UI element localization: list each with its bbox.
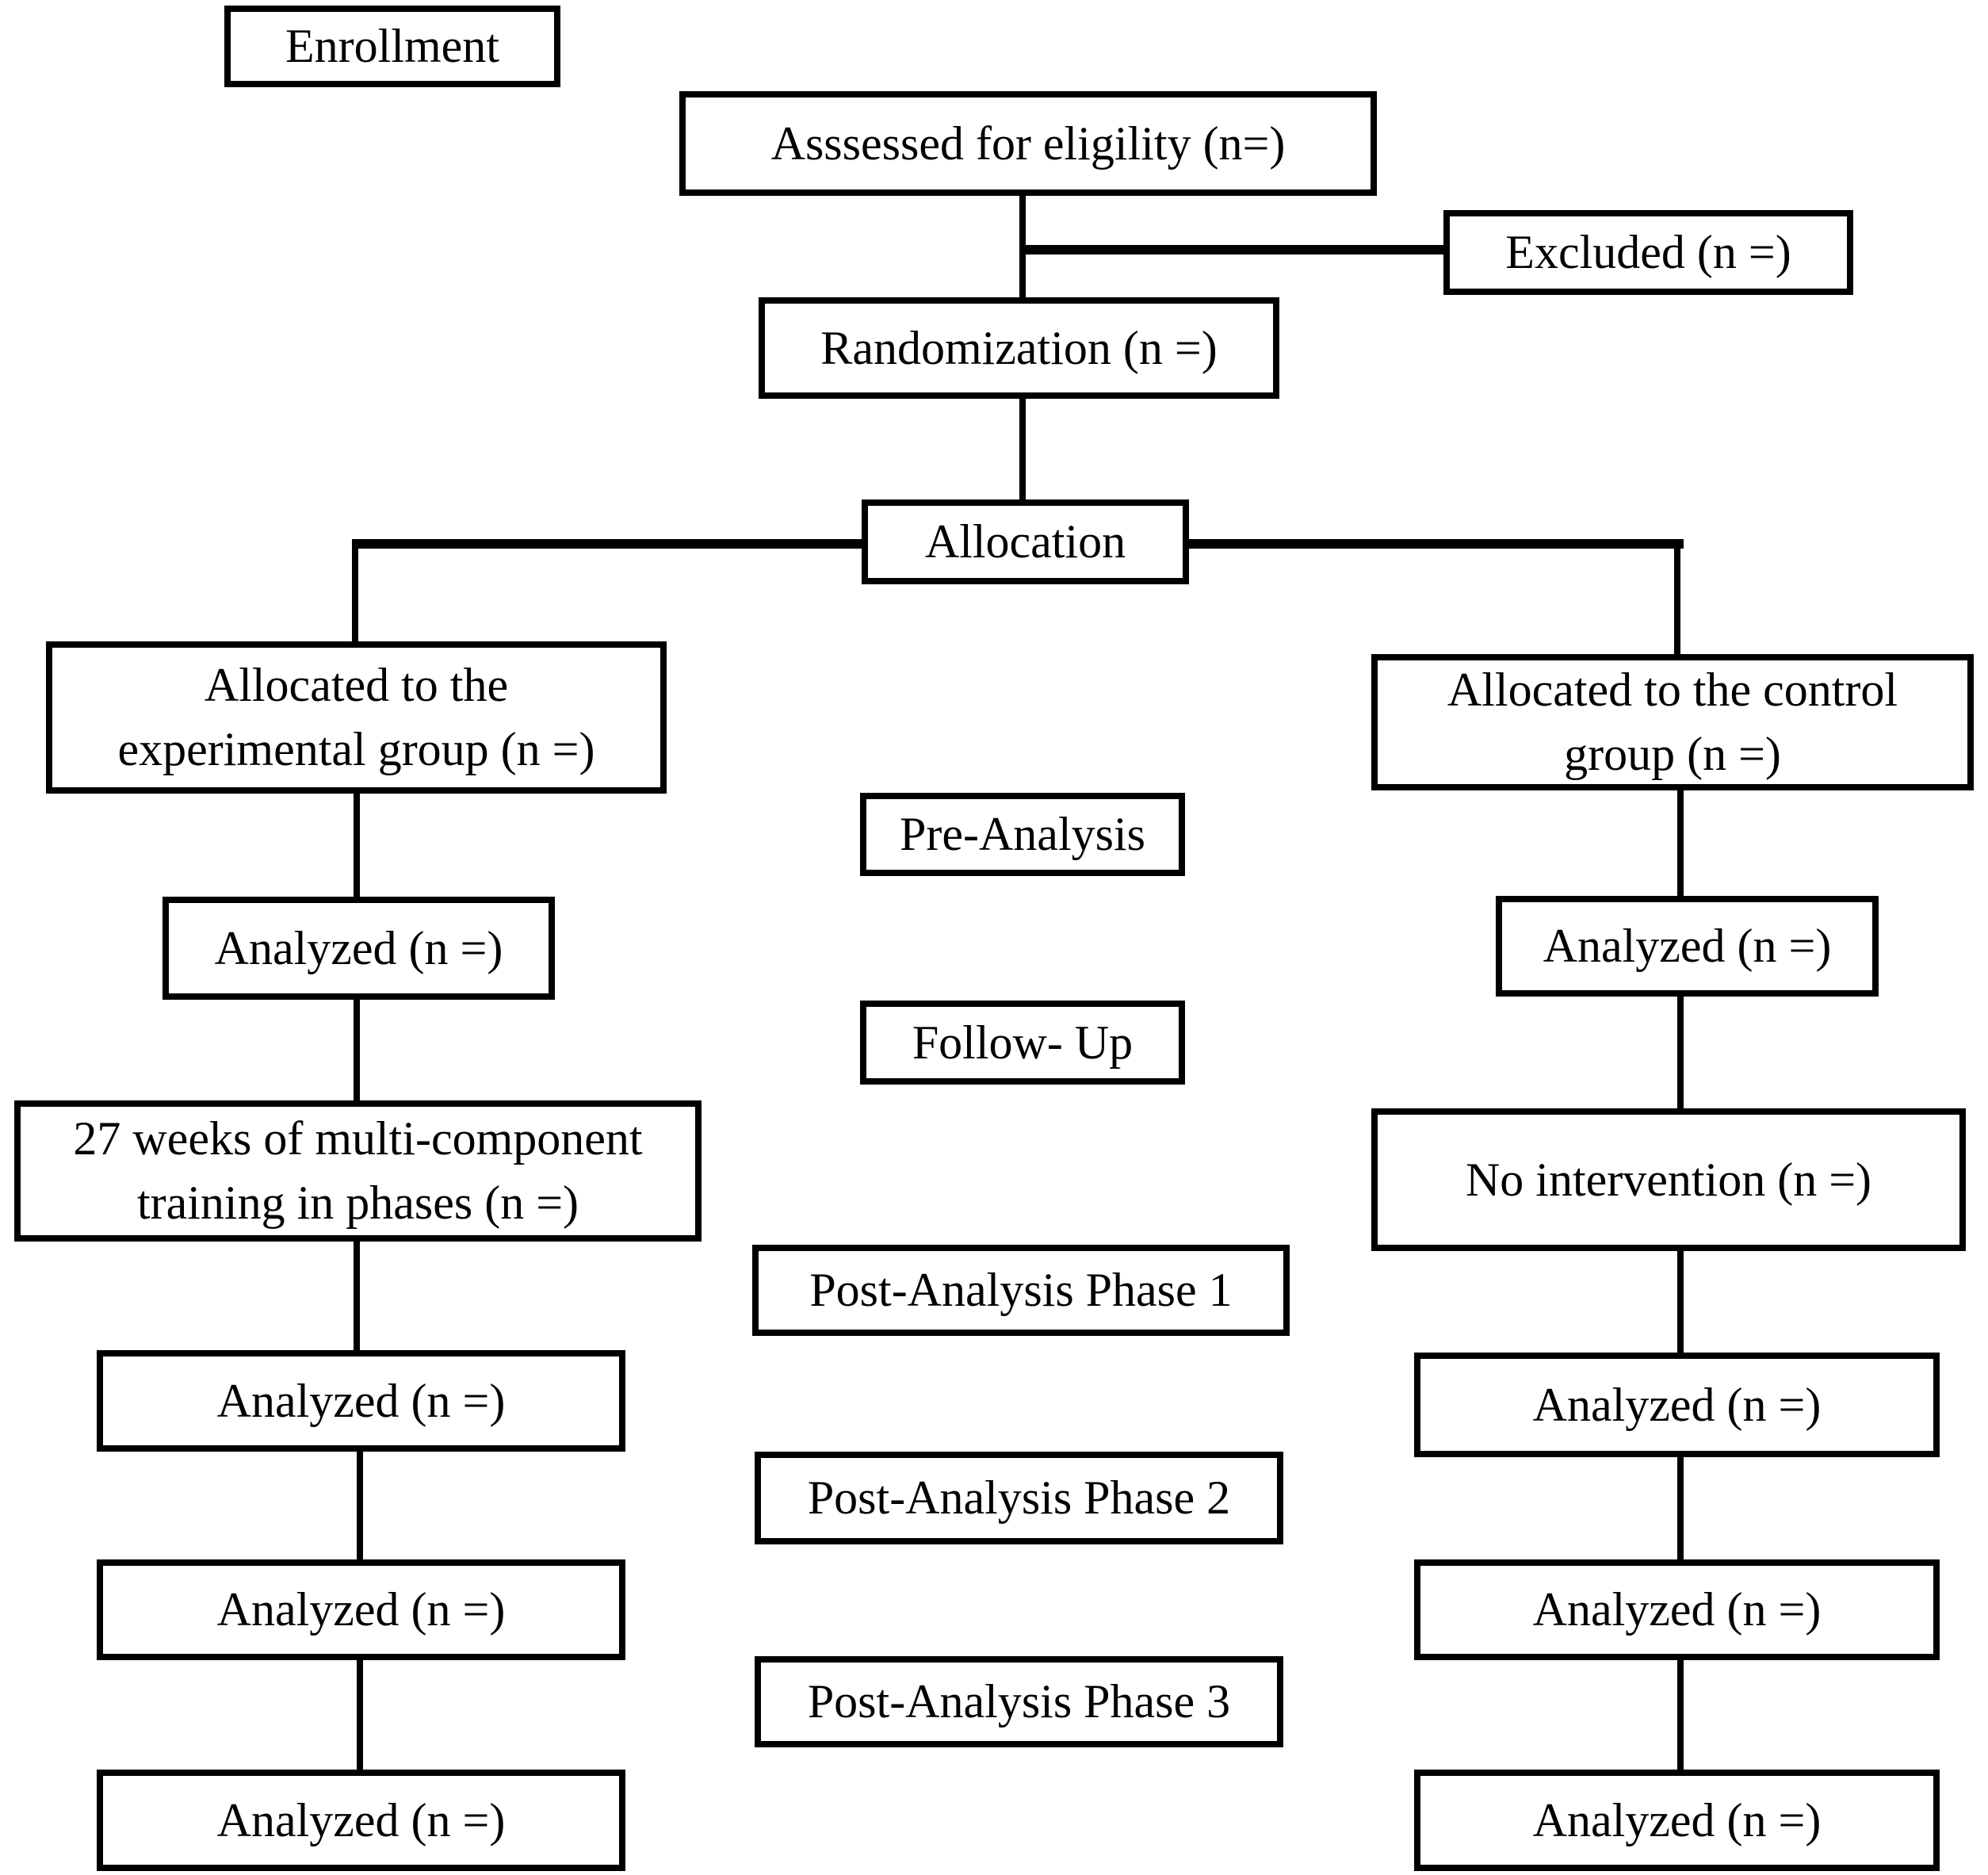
box-analyzed-experimental-2-label: Analyzed (n =) — [216, 1374, 506, 1427]
connector-randomization-allocation — [1019, 399, 1026, 499]
box-post-analysis-phase-2 — [755, 1452, 1283, 1544]
box-allocation-label: Allocation — [924, 515, 1126, 568]
box-analyzed-experimental-4 — [97, 1770, 625, 1871]
connector-left-5 — [357, 1660, 363, 1770]
connector-left-drop — [352, 539, 358, 641]
box-post-analysis-phase-3 — [755, 1656, 1283, 1747]
box-post-analysis-phase-1-label: Post-Analysis Phase 1 — [809, 1264, 1233, 1316]
box-pre-analysis-label: Pre-Analysis — [900, 808, 1145, 860]
connector-right-drop — [1674, 539, 1680, 654]
box-assessed-label: Asssessed for eligility (n=) — [770, 117, 1286, 170]
connector-left-3 — [354, 1242, 360, 1350]
box-analyzed-experimental-3-label: Analyzed (n =) — [216, 1583, 506, 1636]
box-post-analysis-phase-3-label: Post-Analysis Phase 3 — [807, 1675, 1231, 1728]
box-allocated-control-group — [1371, 654, 1974, 790]
box-post-analysis-phase-1 — [752, 1245, 1290, 1336]
box-analyzed-experimental-1 — [162, 897, 555, 1000]
connector-right-3 — [1677, 1251, 1684, 1353]
box-analyzed-control-2-label: Analyzed (n =) — [1532, 1378, 1822, 1431]
box-enrollment-label: Enrollment — [285, 20, 499, 72]
box-allocated-experimental-line1: Allocated to the — [204, 659, 509, 711]
connector-excluded-branch — [1019, 245, 1443, 254]
box-randomization-label: Randomization (n =) — [820, 321, 1218, 374]
box-excluded — [1443, 210, 1853, 295]
box-allocated-control-line2: group (n =) — [1564, 728, 1781, 780]
box-training-line1: 27 weeks of multi-component — [73, 1112, 643, 1165]
box-no-intervention-label: No intervention (n =) — [1465, 1153, 1872, 1206]
box-analyzed-experimental-4-label: Analyzed (n =) — [216, 1793, 506, 1846]
box-follow-up — [860, 1001, 1185, 1085]
box-analyzed-control-3 — [1414, 1559, 1940, 1660]
connector-left-1 — [354, 794, 360, 897]
box-analyzed-control-1 — [1496, 896, 1879, 997]
box-no-intervention — [1371, 1108, 1966, 1251]
box-enrollment — [224, 6, 560, 87]
box-analyzed-control-3-label: Analyzed (n =) — [1532, 1583, 1822, 1636]
connector-left-4 — [357, 1452, 363, 1559]
box-excluded-label: Excluded (n =) — [1505, 226, 1791, 278]
box-post-analysis-phase-2-label: Post-Analysis Phase 2 — [807, 1471, 1231, 1524]
connector-left-2 — [354, 1000, 360, 1100]
box-analyzed-control-1-label: Analyzed (n =) — [1543, 920, 1832, 972]
box-allocation — [862, 499, 1189, 584]
box-training-line2: training in phases (n =) — [136, 1177, 579, 1229]
box-follow-up-label: Follow- Up — [912, 1016, 1134, 1069]
box-training-in-phases — [14, 1100, 702, 1242]
box-allocated-experimental-line2: experimental group (n =) — [117, 723, 595, 775]
connector-right-2 — [1677, 997, 1684, 1108]
box-allocated-control-line1: Allocated to the control — [1447, 664, 1898, 716]
connector-right-4 — [1677, 1457, 1684, 1559]
box-analyzed-experimental-1-label: Analyzed (n =) — [214, 921, 503, 974]
box-analyzed-control-4 — [1414, 1770, 1940, 1871]
box-randomization — [759, 297, 1279, 399]
box-allocated-experimental-group — [46, 641, 667, 794]
box-analyzed-control-4-label: Analyzed (n =) — [1532, 1793, 1822, 1846]
connector-right-1 — [1677, 790, 1684, 896]
box-analyzed-experimental-3 — [97, 1559, 625, 1660]
connector-right-5 — [1677, 1660, 1684, 1770]
box-assessed-for-eligibility — [679, 91, 1377, 196]
connector-allocation-left-arm — [352, 539, 862, 549]
box-pre-analysis — [860, 793, 1185, 876]
box-analyzed-control-2 — [1414, 1353, 1940, 1457]
connector-allocation-right-arm — [1189, 539, 1684, 549]
box-analyzed-experimental-2 — [97, 1350, 625, 1452]
